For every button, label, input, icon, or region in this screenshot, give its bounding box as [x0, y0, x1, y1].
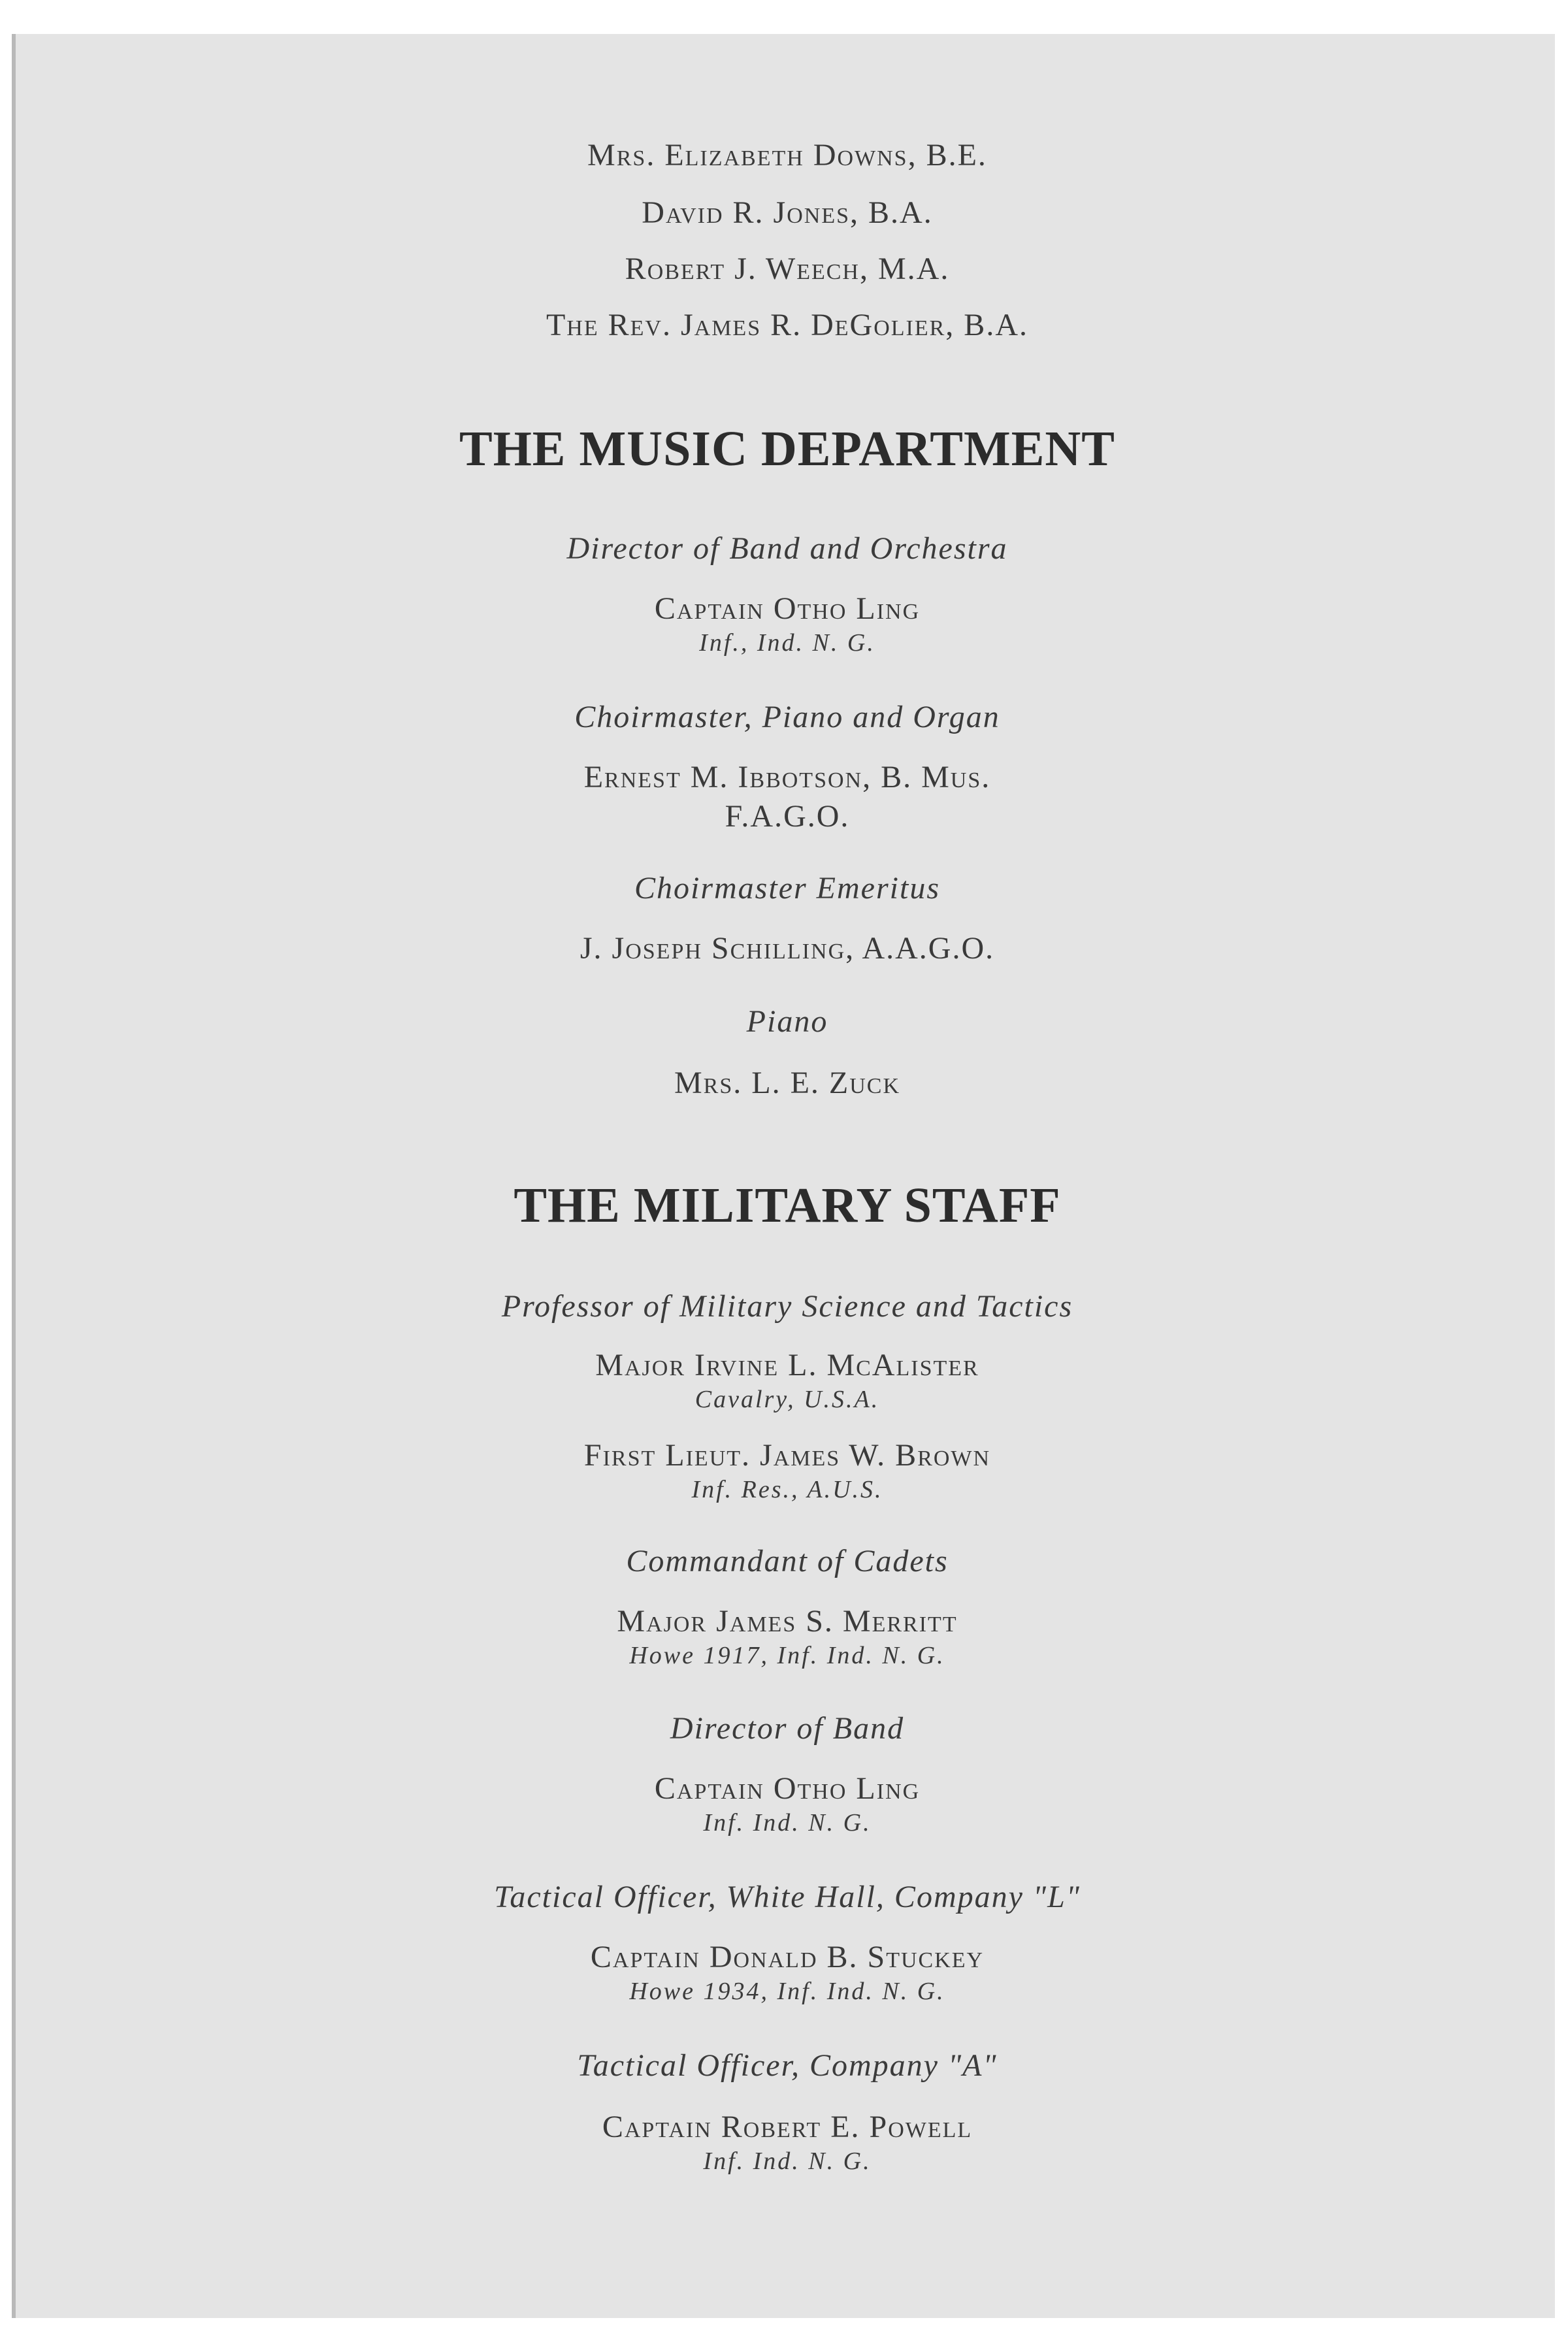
- section-heading-music: THE MUSIC DEPARTMENT: [459, 421, 1115, 476]
- role-title: Director of Band: [670, 1711, 905, 1746]
- person-name: First Lieut. James W. Brown: [583, 1438, 991, 1473]
- person-name: Captain Otho Ling: [654, 591, 921, 626]
- person-detail: Inf., Ind. N. G.: [699, 629, 875, 657]
- person-name: Ernest M. Ibbotson, B. Mus.: [583, 760, 991, 794]
- faculty-name: The Rev. James R. DeGolier, B.A.: [546, 308, 1028, 342]
- section-heading-military: THE MILITARY STAFF: [514, 1178, 1061, 1233]
- role-title: Tactical Officer, White Hall, Company "L": [494, 1880, 1081, 1914]
- person-detail: Inf. Ind. N. G.: [703, 2148, 872, 2175]
- person-name: Mrs. L. E. Zuck: [674, 1066, 900, 1100]
- person-name: J. Joseph Schilling, A.A.G.O.: [580, 931, 995, 966]
- role-title: Piano: [746, 1004, 828, 1039]
- person-name: Captain Donald B. Stuckey: [590, 1940, 985, 1974]
- person-detail: Inf. Ind. N. G.: [703, 1809, 872, 1837]
- role-title: Tactical Officer, Company "A": [577, 2048, 998, 2083]
- person-detail: F.A.G.O.: [725, 799, 850, 834]
- faculty-name: Mrs. Elizabeth Downs, B.E.: [587, 138, 987, 172]
- person-name: Major James S. Merritt: [617, 1604, 958, 1639]
- faculty-name: Robert J. Weech, M.A.: [625, 252, 950, 286]
- person-detail: Howe 1934, Inf. Ind. N. G.: [629, 1978, 945, 2005]
- role-title: Choirmaster Emeritus: [634, 871, 940, 906]
- role-title: Director of Band and Orchestra: [566, 531, 1008, 566]
- faculty-name: David R. Jones, B.A.: [642, 195, 933, 230]
- role-title: Commandant of Cadets: [626, 1544, 949, 1578]
- person-detail: Inf. Res., A.U.S.: [691, 1476, 883, 1503]
- role-title: Choirmaster, Piano and Organ: [574, 700, 1000, 734]
- role-title: Professor of Military Science and Tactics: [501, 1289, 1073, 1324]
- person-detail: Howe 1917, Inf. Ind. N. G.: [629, 1642, 945, 1669]
- person-name: Major Irvine L. McAlister: [595, 1348, 979, 1382]
- person-name: Captain Robert E. Powell: [602, 2110, 973, 2144]
- person-name: Captain Otho Ling: [654, 1771, 921, 1806]
- person-detail: Cavalry, U.S.A.: [694, 1386, 880, 1413]
- document-page: [12, 34, 1555, 2318]
